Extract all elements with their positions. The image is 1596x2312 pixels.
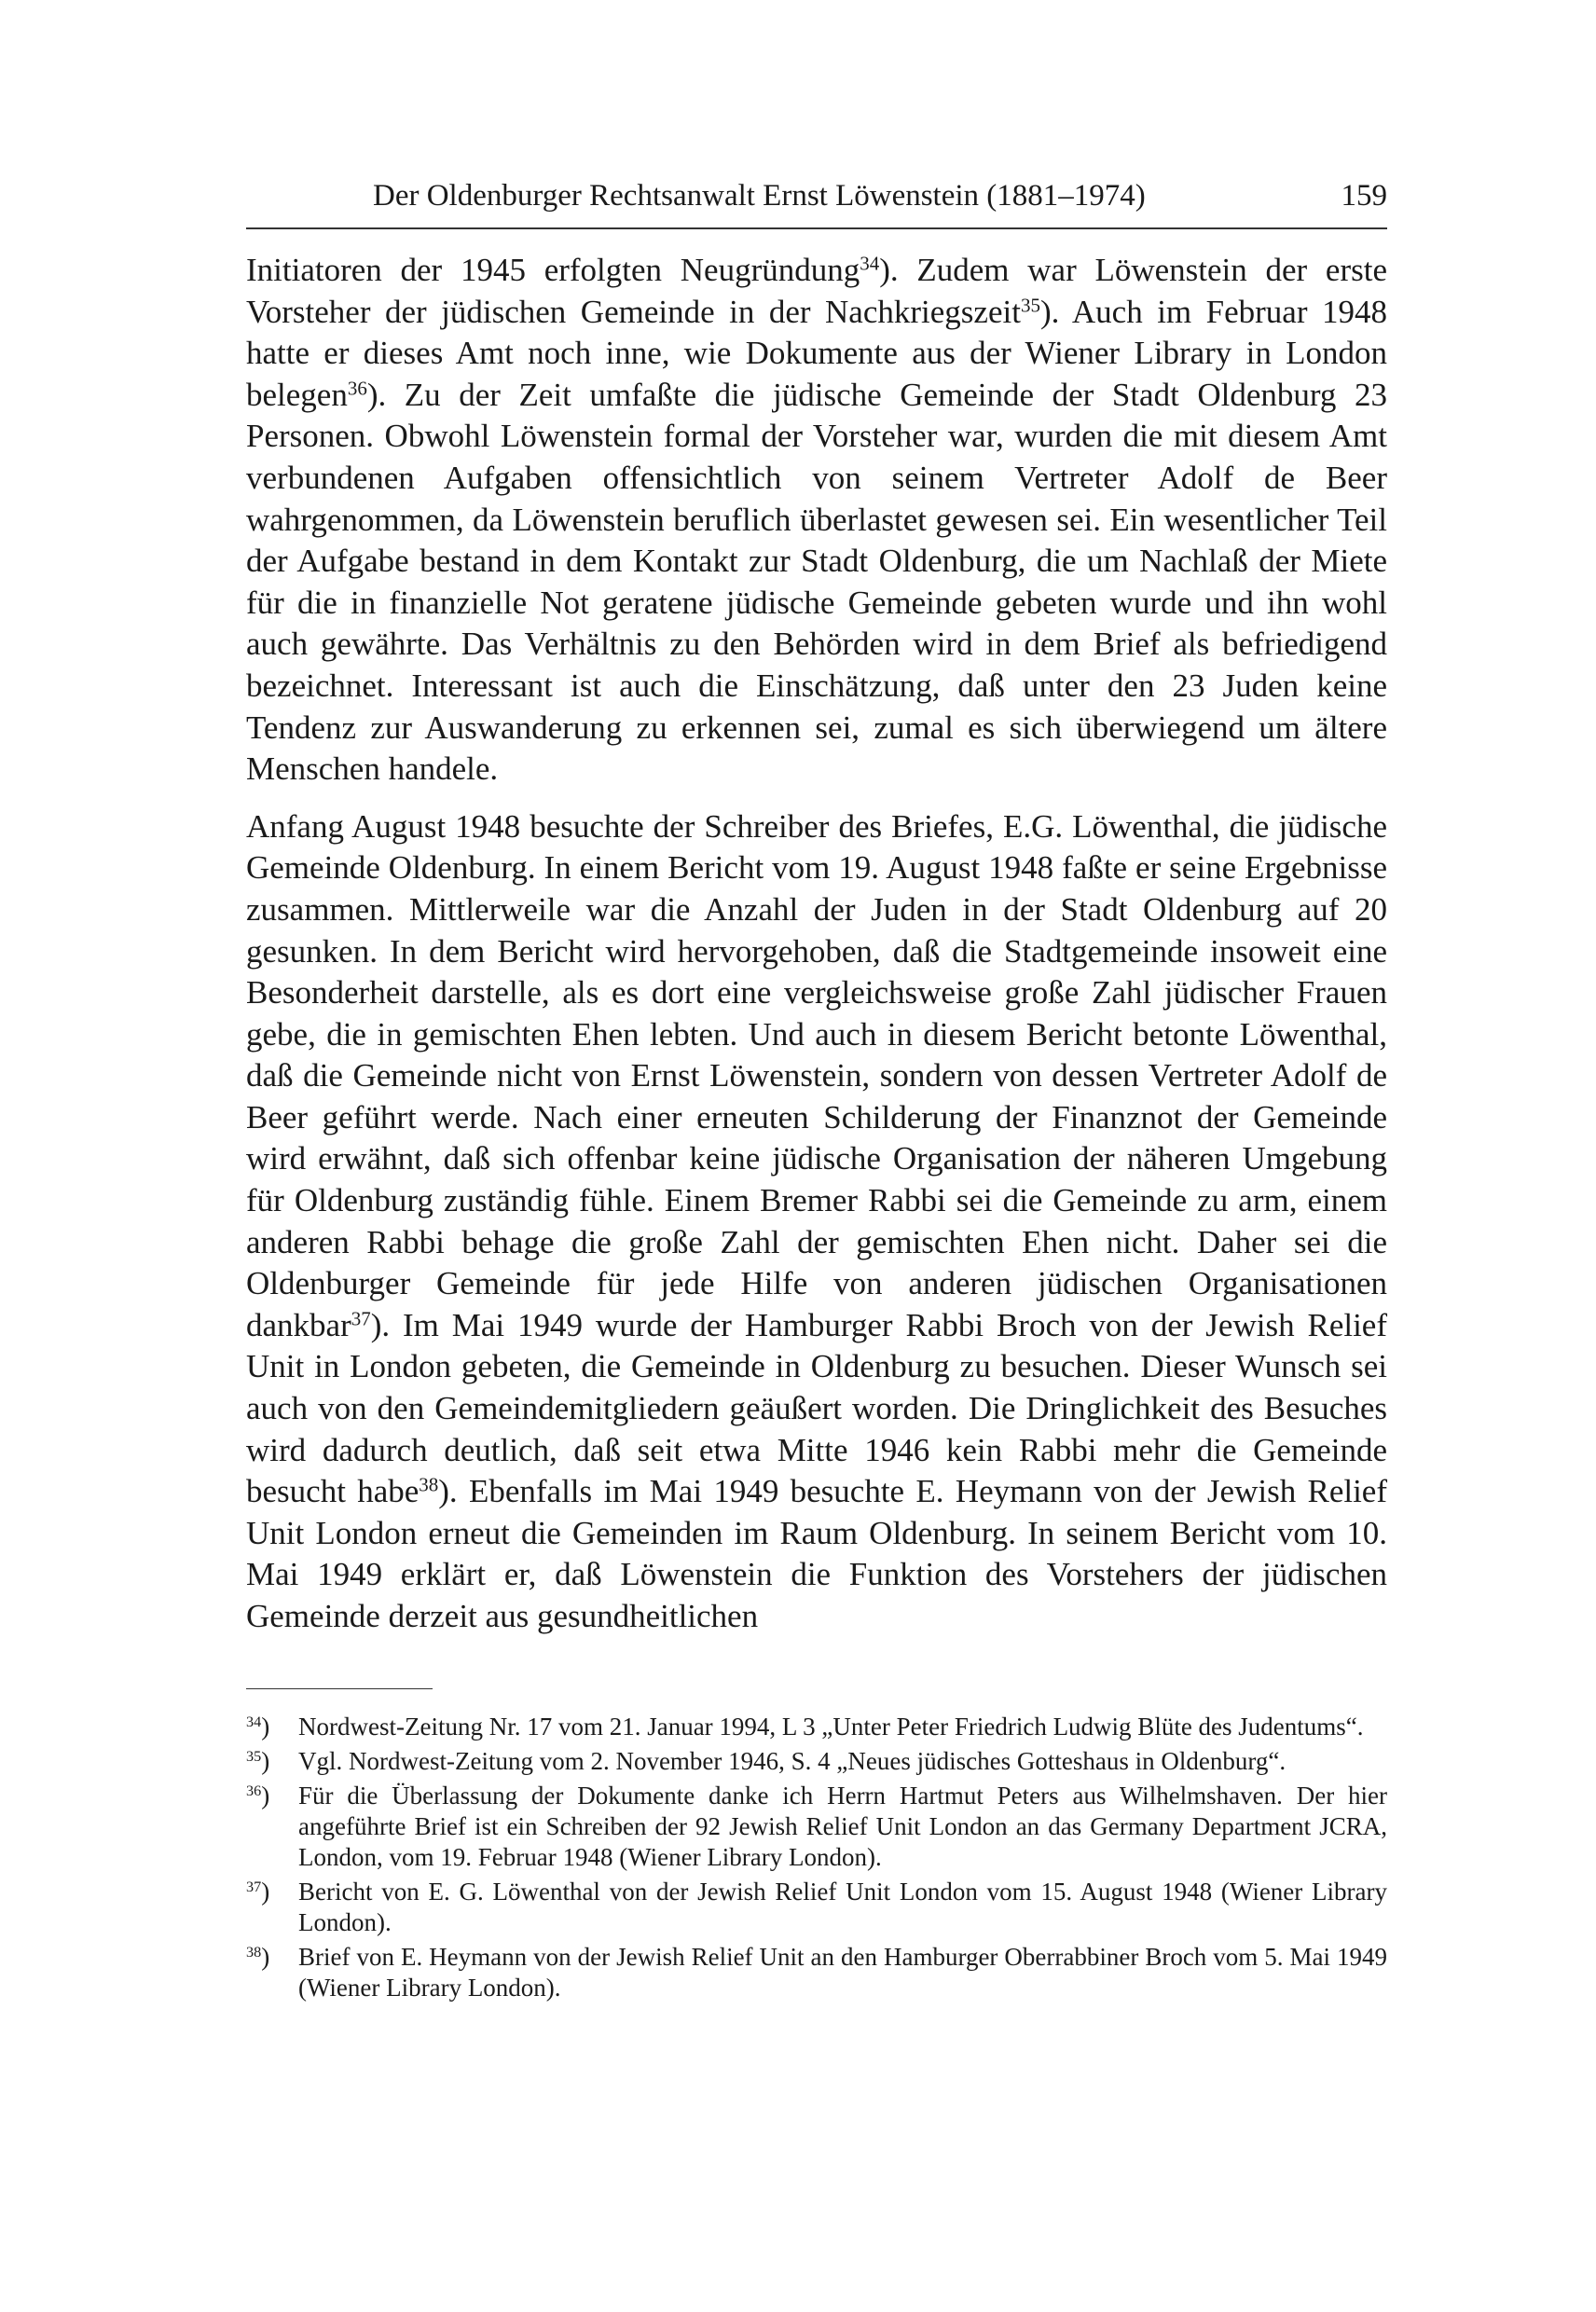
footnote — [246, 1712, 1387, 1742]
footnote-text: Nordwest-Zeitung Nr. 17 vom 21. Januar 1994, L 3 „Unter Peter Friedrich Ludwig Blüte des Judentums“. — [298, 1712, 1364, 1741]
text-run: ). Im Mai 1949 wurde der Hamburger Rabbi Broch von der Jewish Relief Unit in London gebeten, die Gemeinde in Oldenburg zu besuchen. Dieser Wunsch sei auch von den Gemeindemitgliedern geäußert worden. Die Dringlichkeit des Besuches wird dadurch deutlich, daß seit etwa Mitte 1946 kein Rabbi mehr die Gemeinde besucht habe — [246, 1306, 1387, 1510]
text-run: Anfang August 1948 besuchte der Schreiber des Briefes, E.G. Löwenthal, die jüdische Gemeinde Oldenburg. In einem Bericht vom 19. August 1948 faßte er seine Ergebnisse zusammen. Mittlerweile war die Anzahl der Juden in der Stadt Oldenburg auf 20 gesunken. In dem Bericht wird hervorgehoben, daß die Stadtgemeinde insoweit eine Besonderheit darstelle, als es dort eine vergleichsweise große Zahl jüdischer Frauen gebe, die in gemischten Ehen lebten. Und auch in diesem Bericht betonte Löwenthal, daß die Gemeinde nicht von Ernst Löwenstein, sondern von dessen Vertreter Adolf de Beer geführt werde. Nach einer erneuten Schilderung der Finanznot der Gemeinde wird erwähnt, daß sich offenbar keine jüdische Organisation der näheren Umgebung für Oldenburg zuständig fühle. Einem Bremer Rabbi sei die Gemeinde zu arm, einem anderen Rabbi behage die große Zahl der gemischten Ehen nicht. Daher sei die Oldenburger Gemeinde für jede Hilfe von anderen jüdischen Organisationen dankbar — [246, 807, 1387, 1343]
footnote-reference: 36 — [347, 377, 367, 400]
footnote-reference: 37 — [351, 1307, 371, 1330]
running-header — [246, 177, 1387, 229]
paragraph — [246, 250, 1387, 791]
footnote-text: Für die Überlassung der Dokumente danke ich Herrn Hartmut Peters aus Wilhelmshaven. Der hier angeführte Brief ist ein Schreiben der 92 Jewish Relief Unit London an das Germany Department JCRA, London, vom 19. Februar 1948 (Wiener Library London). — [298, 1781, 1387, 1871]
footnote — [246, 1877, 1387, 1938]
footnote-text: Bericht von E. G. Löwenthal von der Jewish Relief Unit London vom 15. August 1948 (Wiener Library London). — [298, 1877, 1387, 1936]
footnote-divider — [246, 1688, 433, 1689]
footnote-reference: 35 — [1020, 294, 1040, 317]
footnote-marker: $^{38}$) — [246, 1942, 270, 1971]
footnote — [246, 1746, 1387, 1777]
footnote-reference: 38 — [419, 1473, 439, 1496]
text-run: Initiatoren der 1945 erfolgten Neugründung — [246, 252, 860, 288]
footnote — [246, 1781, 1387, 1873]
text-run: ). Zu der Zeit umfaßte die jüdische Gemeinde der Stadt Oldenburg 23 Personen. Obwohl Löwenstein formal der Vorsteher war, wurden die mit diesem Amt verbundenen Aufgaben offensichtlich von seinem Vertreter Adolf de Beer wahrgenommen, da Löwenstein beruflich überlastet gewesen sei. Ein wesentlicher Teil der Aufgabe bestand in dem Kontakt zur Stadt Oldenburg, die um Nachlaß der Miete für die in finanzielle Not geratene jüdische Gemeinde gebeten wurde und ihn wohl auch gewährte. Das Verhältnis zu den Behörden wird in dem Brief als befriedigend bezeichnet. Interessant ist auch die Einschätzung, daß unter den 23 Juden keine Tendenz zur Auswanderung zu erkennen sei, zumal es sich überwiegend um ältere Menschen handele. — [246, 376, 1387, 788]
page-number: 159 — [1341, 179, 1387, 213]
body-text — [246, 250, 1387, 1638]
footnotes — [246, 1712, 1387, 2003]
footnote-marker: $^{37}$) — [246, 1877, 270, 1906]
text-run: ). Zudem war Löwenstein der erste Vorsteher der jüdischen Gemeinde in der Nachkriegszeit — [246, 252, 1388, 330]
text-run: ). Ebenfalls im Mai 1949 besuchte E. Heymann von der Jewish Relief Unit London erneut die Gemeinden im Raum Oldenburg. In seinem Bericht vom 10. Mai 1949 erklärt er, daß Löwenstein die Funktion des Vorstehers der jüdischen Gemeinde derzeit aus gesundheitlichen — [246, 1473, 1387, 1634]
text-run: ). Auch im Februar 1948 hatte er dieses Amt noch inne, wie Dokumente aus der Wiener Library in London belegen — [246, 293, 1387, 413]
running-title: Der Oldenburger Rechtsanwalt Ernst Löwenstein (1881–1974) — [373, 179, 1146, 213]
paragraph — [246, 806, 1387, 1638]
page — [246, 177, 1387, 2007]
footnote-marker: $^{36}$) — [246, 1781, 270, 1810]
footnote — [246, 1942, 1387, 2003]
footnote-reference: 34 — [860, 252, 880, 275]
footnote-text: Vgl. Nordwest-Zeitung vom 2. November 1946, S. 4 „Neues jüdisches Gotteshaus in Oldenburg“. — [298, 1746, 1286, 1775]
footnote-marker: $^{35}$) — [246, 1746, 270, 1775]
footnote-marker: $^{34}$) — [246, 1712, 270, 1741]
footnote-text: Brief von E. Heymann von der Jewish Relief Unit an den Hamburger Oberrabbiner Broch vom 5. Mai 1949 (Wiener Library London). — [298, 1942, 1387, 2002]
